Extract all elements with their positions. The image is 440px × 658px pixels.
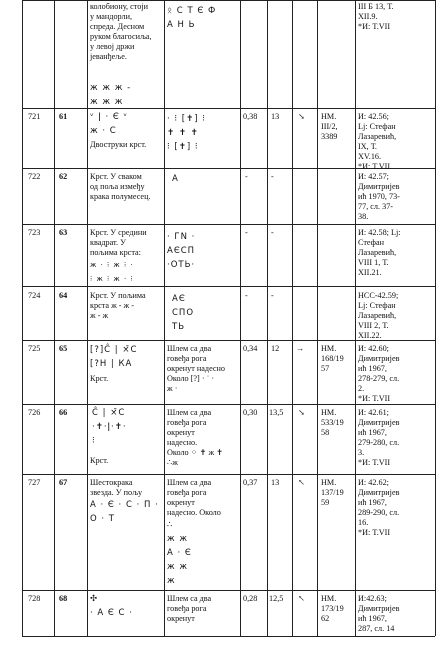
diameter-value: 13 (271, 112, 280, 121)
weight-value: 0,28 (243, 594, 258, 603)
inventory-number: НМ. 168/19 57 (321, 344, 344, 374)
literature-text: И: 42.62; Димитријев ић 1967, 289-290, сл. 16. *И: T.VII (358, 478, 400, 538)
literature-text: И: 42.57; Димитријев ић 1970, 73- 77, сл. 37- 38. (358, 172, 400, 222)
weight-value: - (245, 172, 248, 181)
row-divider (22, 286, 435, 287)
description-text: Крст. (90, 456, 109, 465)
row-divider (22, 590, 435, 591)
weight-value: - (245, 228, 248, 237)
inscription-glyphs: АЄ СПО ТЬ (172, 294, 195, 332)
description-text: Крст. У пољима крста ж ‐ ж ‐ ж ‐ ж (90, 291, 146, 321)
description-inscription: ж · ⁝ ж ⁝ · ⁝ ж ⁝ ж · ⁝ (90, 261, 134, 283)
description-inscription: ᵛ ǀ · Є ᵛ ж · С (90, 112, 129, 136)
diameter-value: - (271, 228, 274, 237)
weight-value: 0,38 (243, 112, 258, 121)
description-text: Крст. У сваком од поља између крака полумесец. (90, 172, 151, 202)
column-divider (54, 0, 55, 636)
row-number: 728 (28, 594, 41, 603)
column-divider (317, 0, 318, 636)
inscription-glyphs: · ГN · АЄСП ·ОТЬ· (167, 232, 196, 270)
diameter-value: - (271, 291, 274, 300)
row-number: 722 (28, 172, 41, 181)
literature-text: III Б 13, Т. XII.9. *И: T.VII (358, 2, 394, 32)
weight-value: 0,30 (243, 408, 258, 417)
row-divider (22, 224, 435, 225)
catalogue-number: 68 (59, 594, 68, 603)
literature-text: И: 42.56; Lj: Стефан Лазаревић, IX, Т. XV.16. *И: T.VII (358, 112, 397, 172)
description-text: Шестокрака звезда. У пољу (90, 478, 143, 498)
inscription-glyphs: А (172, 174, 179, 184)
catalogue-number: 65 (59, 344, 68, 353)
orientation-arrow: ↘ (298, 408, 305, 417)
description-text: Крст. (90, 374, 109, 383)
description-inscription: А · Є · С · П · О · Т (90, 500, 159, 524)
diameter-value: - (271, 172, 274, 181)
row-number: 725 (28, 344, 41, 353)
row-divider (22, 636, 435, 637)
catalogue-number: 62 (59, 172, 68, 181)
catalogue-number: 67 (59, 478, 68, 487)
column-divider (292, 0, 293, 636)
catalogue-number: 63 (59, 228, 68, 237)
row-number: 724 (28, 291, 41, 300)
description-inscription: [?]Ĉ | ×̄C [?Н | КА (90, 345, 138, 369)
inscription-text: Шлем са два говеђа рога окренут надесно. Около ⁘ ✝ ж ✝ ∴ж (167, 408, 224, 468)
literature-text: И: 42.58; Lj: Стефан Лазаревић, VIII 1, Т. XII.21. (358, 228, 401, 278)
description-inscription: Ĉ | ×̄C ·✝·ǀ·✝· ⁝ (92, 408, 127, 446)
inventory-number: НМ. 173/19 62 (321, 594, 344, 624)
diameter-value: 12 (271, 344, 280, 353)
catalogue-number: 64 (59, 291, 68, 300)
weight-value: - (245, 291, 248, 300)
literature-text: И:42.63; Димитријев ић 1967, 287, сл. 14 (358, 594, 400, 634)
orientation-arrow: ↖ (298, 594, 305, 603)
inventory-number: НМ. III/2, 3389 (321, 112, 338, 142)
description-text: Крст. У средини квадрат. У пољима крста: (90, 228, 147, 258)
diameter-value: 13,5 (269, 408, 284, 417)
weight-value: 0,37 (243, 478, 258, 487)
table-border-right (435, 0, 436, 636)
row-divider (22, 108, 435, 109)
description-inscription: ж ж ж ‐ ж ж ж (90, 83, 132, 107)
catalogue-number: 61 (59, 112, 68, 121)
row-divider (22, 0, 435, 1)
inscription-glyphs: ∴ ж ж А · Є ж ж ж (167, 520, 192, 586)
row-number: 727 (28, 478, 41, 487)
column-divider (355, 0, 356, 636)
diameter-value: 13 (271, 478, 280, 487)
description-text: колобиону, стоји у мандорли, спреда. Десном руком благосиља, у левој држи јеванђеље. (90, 2, 152, 62)
literature-text: И: 42.60; Димитријев ић 1967, 278-279, сл. 2. *И: T.VII (358, 344, 400, 404)
diameter-value: 12,5 (269, 594, 284, 603)
literature-text: НСС-42.59; Lj: Стефан Лазаревић, VIII 2, Т. XII.22. (358, 291, 399, 341)
orientation-arrow: ↘ (298, 112, 305, 121)
inventory-number: НМ. 137/19 59 (321, 478, 344, 508)
table-border-left (22, 0, 23, 636)
inscription-text: Шлем са два говеђа рога окренут надесно Около [?] · ˙ · ж · (167, 344, 226, 394)
inscription-text: Шлем са два говеђа рога окренут надесно. Около (167, 478, 221, 518)
column-divider (164, 0, 165, 636)
row-number: 721 (28, 112, 41, 121)
inscription-glyphs: ᛟ С Т Є Ф А Н Ь (167, 6, 217, 30)
row-divider (22, 474, 435, 475)
description-text: Двоструки крст. (90, 140, 147, 149)
orientation-arrow: → (296, 344, 305, 353)
row-number: 723 (28, 228, 41, 237)
row-number: 726 (28, 408, 41, 417)
literature-text: И: 42.61; Димитријев ић 1967, 279-280, сл. 3. *И: T.VII (358, 408, 400, 468)
weight-value: 0,34 (243, 344, 258, 353)
inventory-number: НМ. 533/19 58 (321, 408, 344, 438)
inscription-text: Шлем са два говеђа рога окренут (167, 594, 212, 624)
column-divider (240, 0, 241, 636)
orientation-arrow: ↖ (298, 478, 305, 487)
description-inscription: ✣ · А Є С · (90, 594, 133, 618)
column-divider (87, 0, 88, 636)
catalogue-number: 66 (59, 408, 68, 417)
inscription-glyphs: · ⁝ [✝] ⁝ ✝ ✝ ✝ ⁝ [✝] ⁝ (167, 114, 206, 152)
column-divider (267, 0, 268, 636)
